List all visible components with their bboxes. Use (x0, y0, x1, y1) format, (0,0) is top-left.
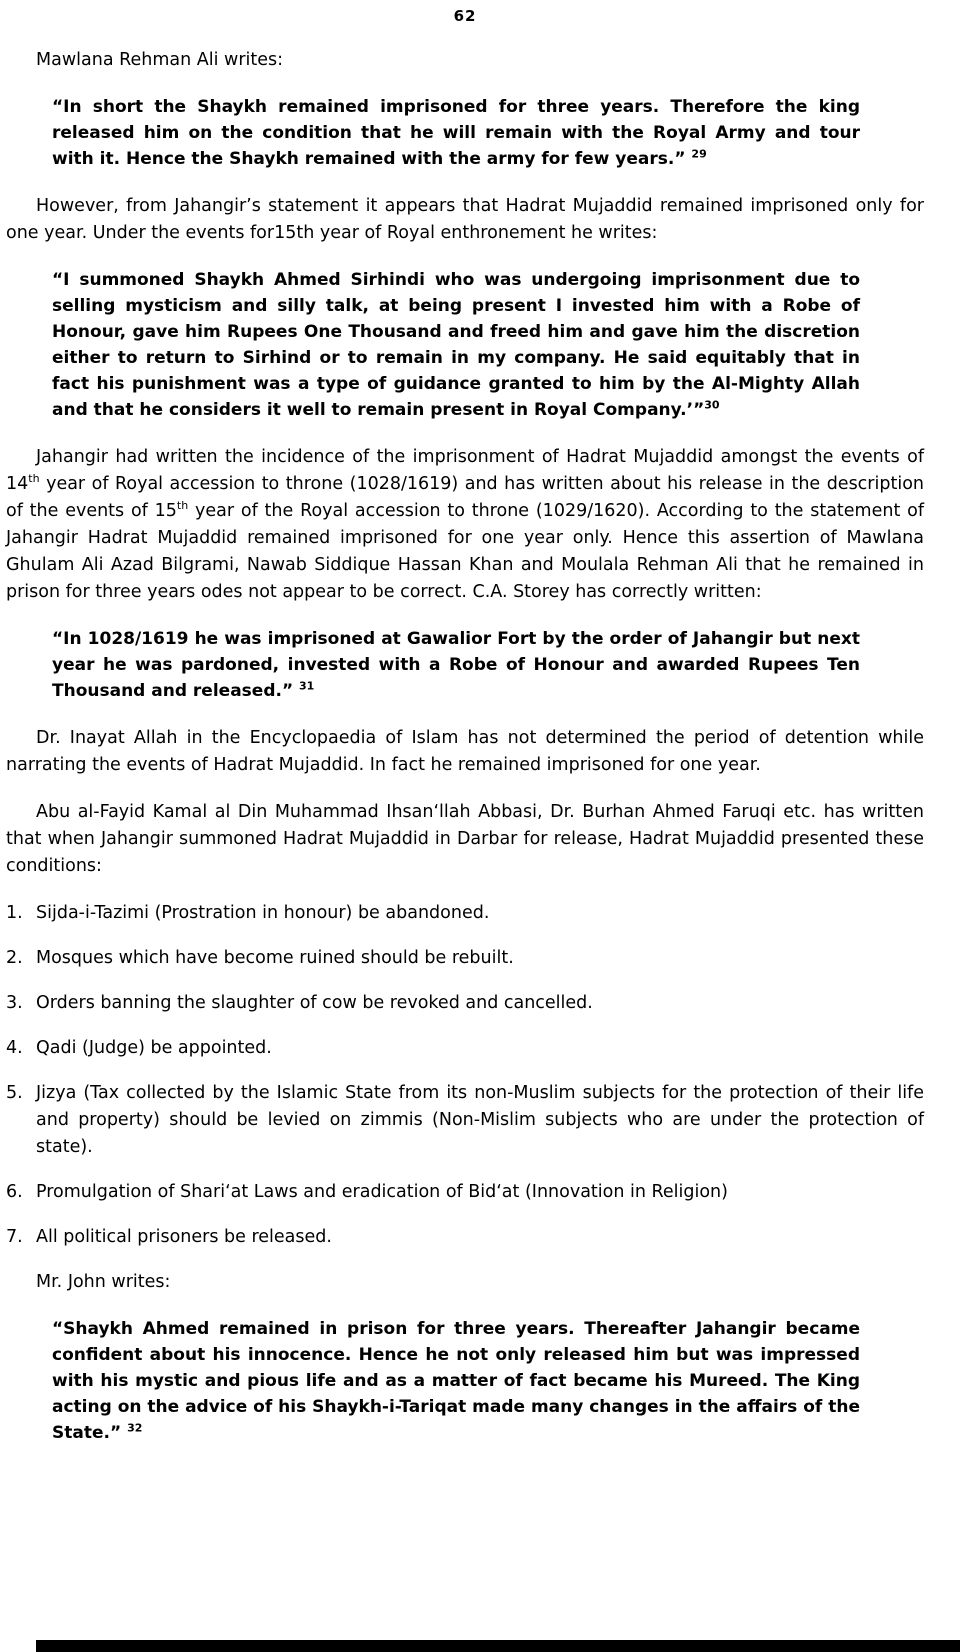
ordinal-suffix: th (176, 499, 189, 513)
quote-jahangir (52, 267, 860, 423)
list-item (6, 1224, 924, 1251)
list-item (6, 990, 924, 1017)
list-item-number: 6. (6, 1182, 23, 1202)
ordinal-suffix: th (28, 472, 40, 486)
footnote-ref-30: 30 (704, 398, 720, 412)
quote-storey (52, 626, 860, 704)
list-item-text: All political prisoners be released. (36, 1227, 332, 1247)
list-item-number: 5. (6, 1083, 23, 1103)
quote-text: “In 1028/1619 he was imprisoned at Gawalior Fort by the order of Jahangir but next year he was pardoned, invested with a Robe of Honour and awarded Rupees Ten Thousand and released.” (52, 629, 860, 701)
list-item-number: 1. (6, 903, 23, 923)
quote-mr-john (52, 1316, 860, 1446)
list-item-text: Sijda-i-Tazimi (Prostration in honour) be abandoned. (36, 903, 490, 923)
list-item (6, 1179, 924, 1206)
list-item-number: 3. (6, 993, 23, 1013)
list-item-text: Qadi (Judge) be appointed. (36, 1038, 272, 1058)
paragraph-text: Jahangir had written the incidence of the imprisonment of Hadrat Mujaddid amongst the events of 14 (6, 447, 924, 494)
list-item (6, 945, 924, 972)
list-item (6, 900, 924, 927)
paragraph-inayat-allah: Dr. Inayat Allah in the Encyclopaedia of Islam has not determined the period of detention while narrating the events of Hadrat Mujaddid. In fact he remained imprisoned for one year. (6, 728, 924, 775)
list-item (6, 1080, 924, 1161)
quote-text: “Shaykh Ahmed remained in prison for three years. Thereafter Jahangir became confident about his innocence. Hence he not only released him but was impressed with his mystic and pious life and as a matter of fact became his Mureed. The King acting on the advice of his Shaykh-i-Tariqat made many changes in the affairs of the State.” (52, 1319, 860, 1443)
conditions-list (6, 900, 924, 1251)
list-item-number: 7. (6, 1227, 23, 1247)
quote-text: “I summoned Shaykh Ahmed Sirhindi who was undergoing imprisonment due to selling mysticism and silly talk, at being present I invested him with a Robe of Honour, gave him Rupees One Thousand and freed him and gave him the discretion either to return to Sirhind or to remain in my company. He said equitably that in fact his punishment was a type of guidance granted to him by the Al-Mighty Allah and that he considers it well to remain present in Royal Company.’” (52, 270, 860, 420)
paragraph-conditions-intro: Abu al-Fayid Kamal al Din Muhammad Ihsan‘llah Abbasi, Dr. Burhan Ahmed Faruqi etc. has written that when Jahangir summoned Hadrat Mujaddid in Darbar for release, Hadrat Mujaddid presented these conditions: (6, 802, 924, 876)
scan-artifact-bar (36, 1640, 960, 1652)
paragraph-imprisonment-events (6, 444, 924, 606)
list-item-number: 4. (6, 1038, 23, 1058)
list-item-text: Orders banning the slaughter of cow be revoked and cancelled. (36, 993, 593, 1013)
paragraph-text: year of Royal accession to throne (1028/1619) and has written about his release in the description of the events of 15 (6, 474, 924, 521)
paragraph-jahangir-statement: However, from Jahangir’s statement it appears that Hadrat Mujaddid remained imprisoned only for one year. Under the events for15th year of Royal enthronement he writes: (6, 196, 924, 243)
footnote-ref-29: 29 (691, 147, 707, 161)
quote-rehman-ali (52, 94, 860, 172)
list-item (6, 1035, 924, 1062)
list-item-number: 2. (6, 948, 23, 968)
list-item-text: Promulgation of Shari‘at Laws and eradication of Bid‘at (Innovation in Religion) (36, 1182, 728, 1202)
paragraph-rehman-ali-intro: Mawlana Rehman Ali writes: (36, 50, 284, 70)
paragraph-mr-john-intro: Mr. John writes: (36, 1272, 171, 1292)
quote-text: “In short the Shaykh remained imprisoned for three years. Therefore the king released him on the condition that he will remain with the Royal Army and tour with it. Hence the Shaykh remained with the army for few years.” (52, 97, 860, 169)
footnote-ref-32: 32 (127, 1421, 143, 1435)
list-item-text: Jizya (Tax collected by the Islamic State from its non-Muslim subjects for the protection of their life and property) should be levied on zimmis (Non-Mislim subjects who are under the protection of state). (36, 1083, 924, 1157)
footnote-ref-31: 31 (299, 679, 315, 693)
page-number: 62 (453, 7, 477, 25)
list-item-text: Mosques which have become ruined should be rebuilt. (36, 948, 514, 968)
paragraph-text: year of the Royal accession to throne (1029/1620). According to the statement of Jahangir Hadrat Mujaddid remained imprisoned for one year only. Hence this assertion of Mawlana Ghulam Ali Azad Bilgrami, Nawab Siddique Hassan Khan and Moulala Rehman Ali that he remained in prison for three years odes not appear to be correct. C.A. Storey has correctly written: (6, 501, 924, 602)
